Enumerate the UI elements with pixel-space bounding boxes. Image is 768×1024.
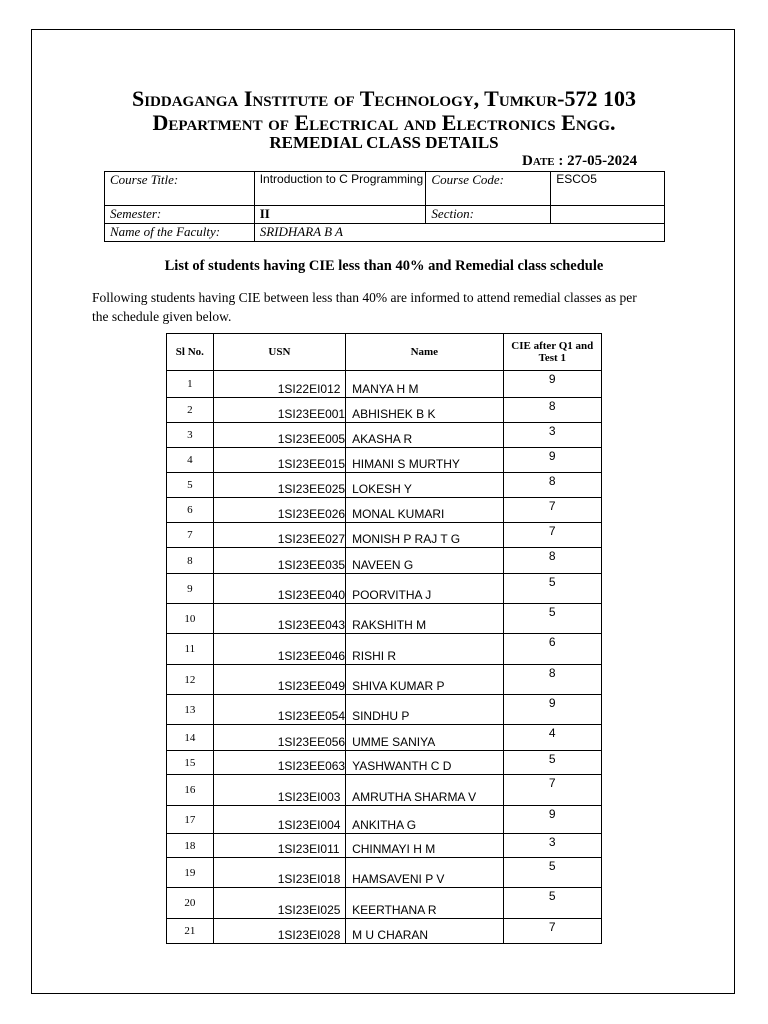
table-row [167, 398, 602, 423]
table-row [167, 548, 602, 574]
cie-cell: 9 [503, 695, 601, 725]
name-cell: POORVITHA J [346, 574, 503, 604]
cie-cell: 5 [503, 574, 601, 604]
name-cell: AMRUTHA SHARMA V [346, 775, 503, 806]
sl-no-cell: 17 [167, 806, 214, 834]
table-row [167, 473, 602, 498]
sl-no-cell: 4 [167, 448, 214, 473]
name-cell: LOKESH Y [346, 473, 503, 498]
usn-cell: 1SI22EI012 [213, 371, 345, 398]
cie-cell: 7 [503, 919, 601, 944]
sl-no-cell: 3 [167, 423, 214, 448]
table-row [167, 574, 602, 604]
usn-cell: 1SI23EE035 [213, 548, 345, 574]
students-header-row [167, 334, 602, 371]
header-cie: CIE after Q1 and Test 1 [503, 334, 601, 371]
usn-cell: 1SI23EE054 [213, 695, 345, 725]
table-row [167, 775, 602, 806]
sl-no-cell: 6 [167, 498, 214, 523]
table-row [167, 806, 602, 834]
table-row [167, 834, 602, 858]
sl-no-cell: 15 [167, 751, 214, 775]
usn-cell: 1SI23EE005 [213, 423, 345, 448]
table-row [167, 665, 602, 695]
sl-no-cell: 13 [167, 695, 214, 725]
cie-cell: 8 [503, 473, 601, 498]
table-row [167, 725, 602, 751]
name-cell: M U CHARAN [346, 919, 503, 944]
sl-no-cell: 10 [167, 604, 214, 634]
usn-cell: 1SI23EI028 [213, 919, 345, 944]
cie-cell: 9 [503, 806, 601, 834]
institute-name: Siddaganga Institute of Technology, Tumkur-572 103 [131, 86, 637, 111]
students-table [166, 333, 602, 944]
cie-cell: 7 [503, 498, 601, 523]
usn-cell: 1SI23EE046 [213, 634, 345, 665]
name-cell: NAVEEN G [346, 548, 503, 574]
sl-no-cell: 11 [167, 634, 214, 665]
header-usn: USN [213, 334, 345, 371]
usn-cell: 1SI23EE015 [213, 448, 345, 473]
usn-cell: 1SI23EE027 [213, 523, 345, 548]
sl-no-cell: 19 [167, 858, 214, 888]
sl-no-cell: 8 [167, 548, 214, 574]
sl-no-cell: 18 [167, 834, 214, 858]
name-cell: RAKSHITH M [346, 604, 503, 634]
table-row [167, 634, 602, 665]
students-table-body [167, 371, 602, 944]
usn-cell: 1SI23EI025 [213, 888, 345, 919]
usn-cell: 1SI23EE056 [213, 725, 345, 751]
cie-cell: 8 [503, 398, 601, 423]
cie-cell: 5 [503, 888, 601, 919]
sl-no-cell: 12 [167, 665, 214, 695]
table-row [167, 523, 602, 548]
cie-cell: 8 [503, 548, 601, 574]
header-name: Name [346, 334, 503, 371]
table-row [167, 858, 602, 888]
cie-cell: 7 [503, 523, 601, 548]
sl-no-cell: 9 [167, 574, 214, 604]
cie-cell: 3 [503, 423, 601, 448]
table-row [167, 888, 602, 919]
name-cell: UMME SANIYA [346, 725, 503, 751]
name-cell: SINDHU P [346, 695, 503, 725]
usn-cell: 1SI23EE043 [213, 604, 345, 634]
course-info-table [104, 171, 665, 242]
list-heading: List of students having CIE less than 40% and Remedial class schedule [164, 258, 604, 274]
usn-cell: 1SI23EI004 [213, 806, 345, 834]
sl-no-cell: 21 [167, 919, 214, 944]
sl-no-cell: 1 [167, 371, 214, 398]
sl-no-cell: 7 [167, 523, 214, 548]
name-cell: MONAL KUMARI [346, 498, 503, 523]
table-row [167, 448, 602, 473]
name-cell: ANKITHA G [346, 806, 503, 834]
cie-cell: 6 [503, 634, 601, 665]
cie-cell: 5 [503, 604, 601, 634]
usn-cell: 1SI23EI018 [213, 858, 345, 888]
cie-cell: 9 [503, 371, 601, 398]
semester-value: II [254, 206, 426, 224]
name-cell: HAMSAVENI P V [346, 858, 503, 888]
name-cell: KEERTHANA R [346, 888, 503, 919]
semester-label: Semester: [105, 206, 255, 224]
faculty-value: SRIDHARA B A [254, 224, 664, 242]
course-code-value: ESCO5 [551, 172, 665, 206]
sl-no-cell: 14 [167, 725, 214, 751]
section-label: Section: [426, 206, 551, 224]
cie-cell: 8 [503, 665, 601, 695]
cie-cell: 5 [503, 858, 601, 888]
sl-no-cell: 2 [167, 398, 214, 423]
name-cell: CHINMAYI H M [346, 834, 503, 858]
intro-paragraph: Following students having CIE between less than 40% are informed to attend remedial classes as per the schedule given below. [92, 290, 637, 324]
cie-cell: 5 [503, 751, 601, 775]
usn-cell: 1SI23EE049 [213, 665, 345, 695]
date-value: : 27-05-2024 [558, 153, 638, 169]
usn-cell: 1SI23EE001 [213, 398, 345, 423]
course-title-value: Introduction to C Programming [254, 172, 426, 206]
usn-cell: 1SI23EE025 [213, 473, 345, 498]
section-value [551, 206, 665, 224]
cie-cell: 9 [503, 448, 601, 473]
cie-cell: 7 [503, 775, 601, 806]
table-row [167, 695, 602, 725]
department-name: Department of Electrical and Electronics Engg. [152, 110, 616, 135]
course-title-label: Course Title: [105, 172, 255, 206]
name-cell: MONISH P RAJ T G [346, 523, 503, 548]
cie-cell: 3 [503, 834, 601, 858]
document-date [522, 153, 637, 170]
table-row [167, 919, 602, 944]
usn-cell: 1SI23EE063 [213, 751, 345, 775]
name-cell: YASHWANTH C D [346, 751, 503, 775]
header-sl-no: Sl No. [167, 334, 214, 371]
usn-cell: 1SI23EI003 [213, 775, 345, 806]
table-row [167, 371, 602, 398]
name-cell: ABHISHEK B K [346, 398, 503, 423]
date-label: Date [522, 153, 555, 169]
course-code-label: Course Code: [426, 172, 551, 206]
usn-cell: 1SI23EE040 [213, 574, 345, 604]
sl-no-cell: 20 [167, 888, 214, 919]
name-cell: AKASHA R [346, 423, 503, 448]
table-row [167, 751, 602, 775]
usn-cell: 1SI23EE026 [213, 498, 345, 523]
sl-no-cell: 16 [167, 775, 214, 806]
usn-cell: 1SI23EI011 [213, 834, 345, 858]
name-cell: SHIVA KUMAR P [346, 665, 503, 695]
cie-cell: 4 [503, 725, 601, 751]
table-row [167, 423, 602, 448]
name-cell: HIMANI S MURTHY [346, 448, 503, 473]
sl-no-cell: 5 [167, 473, 214, 498]
name-cell: MANYA H M [346, 371, 503, 398]
document-title: REMEDIAL CLASS DETAILS [269, 133, 499, 152]
table-row [167, 604, 602, 634]
name-cell: RISHI R [346, 634, 503, 665]
faculty-label: Name of the Faculty: [105, 224, 255, 242]
table-row [167, 498, 602, 523]
